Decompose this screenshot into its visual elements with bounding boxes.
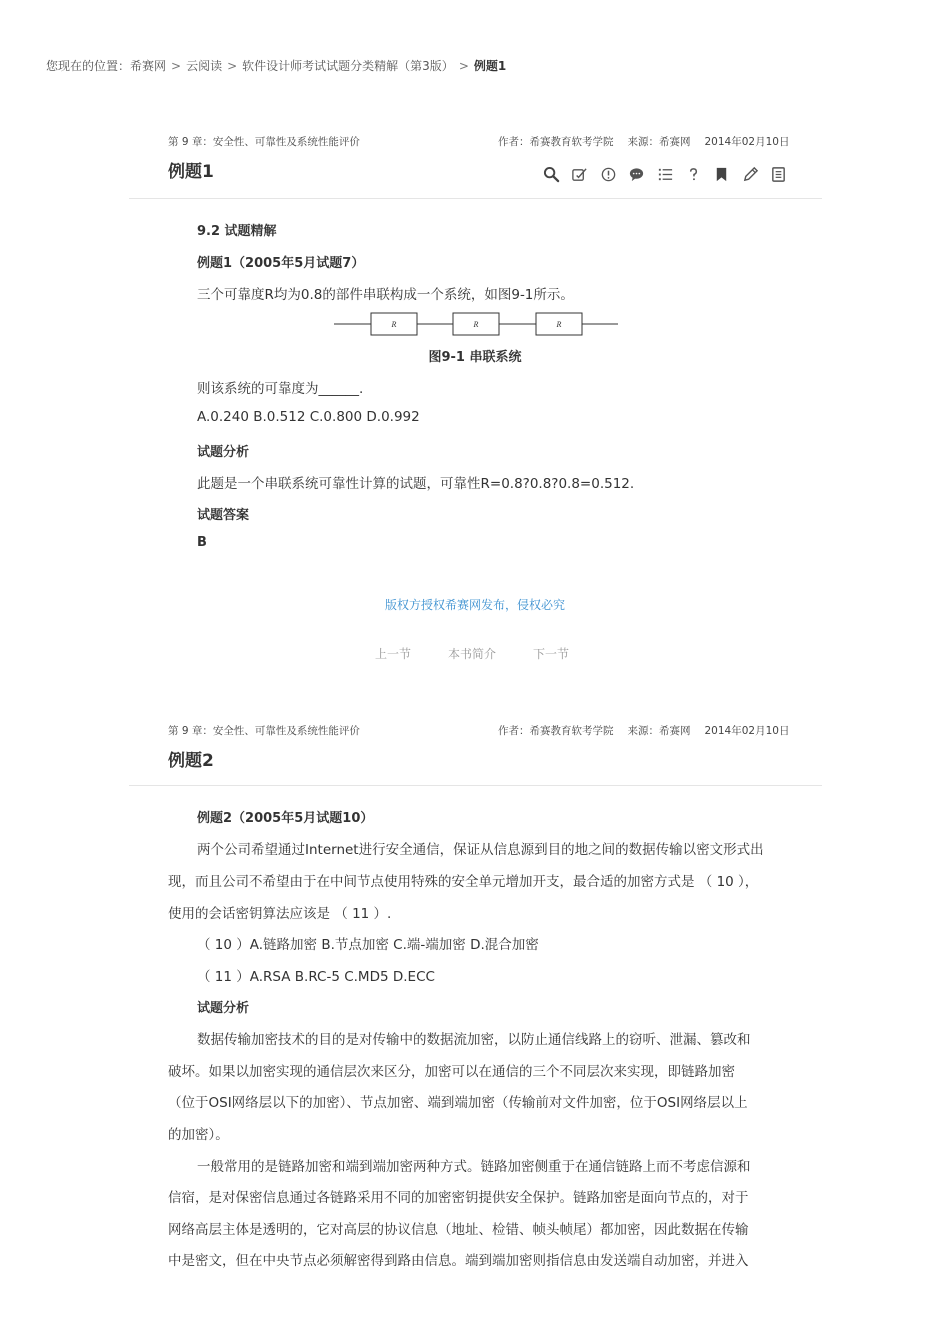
breadcrumb bbox=[46, 57, 506, 74]
analysis-line: 破坏。如果以加密实现的通信层次来区分，加密可以在通信的三个不同层次来实现，即链路加密 bbox=[168, 1064, 735, 1080]
options-q11: （ 11 ）A.RSA B.RC-5 C.MD5 D.ECC bbox=[197, 969, 435, 985]
note-edit-icon[interactable] bbox=[570, 165, 589, 184]
component-label: R bbox=[473, 320, 479, 329]
component-label: R bbox=[391, 320, 397, 329]
breadcrumb-link-book[interactable]: 软件设计师考试试题分类精解（第3版） bbox=[242, 59, 454, 73]
breadcrumb-separator: > bbox=[227, 59, 238, 73]
analysis-text: 此题是一个串联系统可靠性计算的试题，可靠性R=0.8?0.8?0.8=0.512. bbox=[197, 476, 635, 492]
analysis-heading: 试题分析 bbox=[197, 1001, 250, 1016]
chapter-label: 第 9 章：安全性、可靠性及系统性能评价 bbox=[168, 136, 360, 148]
answer-value: B bbox=[197, 535, 207, 550]
error-report-icon[interactable] bbox=[599, 165, 618, 184]
next-section-link[interactable]: 下一节 bbox=[533, 647, 570, 661]
figure-caption: 图9-1 串联系统 bbox=[428, 350, 522, 365]
chapter-label: 第 9 章：安全性、可靠性及系统性能评价 bbox=[168, 725, 360, 737]
analysis-line: （位于OSI网络层以下的加密）、节点加密、端到端加密（传输前对文件加密，位于OSI网络层以上 bbox=[168, 1095, 748, 1111]
series-system-figure bbox=[334, 311, 618, 337]
prev-section-link[interactable]: 上一节 bbox=[375, 647, 412, 661]
article-meta bbox=[484, 723, 790, 738]
article-meta bbox=[484, 134, 790, 149]
breadcrumb-current: 例题1 bbox=[473, 59, 507, 73]
breadcrumb-prefix: 您现在的位置： bbox=[46, 59, 131, 73]
question-line: 现，而且公司不希望由于在中间节点使用特殊的安全单元增加开支，最合适的加密方式是 （ 10 ）， bbox=[168, 874, 759, 890]
breadcrumb-link-xisai[interactable]: 希赛网 bbox=[130, 59, 167, 73]
analysis-line: 数据传输加密技术的目的是对传输中的数据流加密，以防止通信线路上的窃听、泄漏、篡改和 bbox=[197, 1032, 751, 1048]
author-label: 作者：希赛教育软考学院 bbox=[498, 136, 614, 148]
component-label: R bbox=[556, 320, 562, 329]
article-toolbar bbox=[542, 164, 788, 184]
author-label: 作者：希赛教育软考学院 bbox=[498, 725, 614, 737]
analysis-line: 网络高层主体是透明的，它对高层的协议信息（地址、检错、帧头帧尾）都加密，因此数据在传输 bbox=[168, 1222, 749, 1238]
answer-heading: 试题答案 bbox=[197, 508, 250, 523]
source-label: 来源：希赛网 bbox=[627, 725, 691, 737]
analysis-line: 一般常用的是链路加密和端到端加密两种方式。链路加密侧重于在通信链路上而不考虑信源和 bbox=[197, 1159, 751, 1175]
section-title: 例题2 bbox=[168, 751, 214, 771]
comment-icon[interactable] bbox=[627, 165, 646, 184]
question-ask: 则该系统的可靠度为______. bbox=[197, 381, 364, 397]
copyright-notice: 版权方授权希赛网发布，侵权必究 bbox=[384, 598, 565, 612]
analysis-line: 的加密）。 bbox=[168, 1127, 229, 1143]
date-label: 2014年02月10日 bbox=[704, 725, 790, 737]
section-divider bbox=[129, 785, 822, 786]
pencil-icon[interactable] bbox=[741, 165, 760, 184]
example-subheading: 例题2（2005年5月试题10） bbox=[197, 811, 374, 826]
search-icon[interactable] bbox=[542, 165, 561, 184]
analysis-line: 信宿，是对保密信息通过各链路采用不同的加密密钥提供安全保护。链路加密是面向节点的，对于 bbox=[168, 1190, 749, 1206]
breadcrumb-link-cloud-reading[interactable]: 云阅读 bbox=[186, 59, 223, 73]
source-label: 来源：希赛网 bbox=[627, 136, 691, 148]
date-label: 2014年02月10日 bbox=[704, 136, 790, 148]
breadcrumb-separator: > bbox=[458, 59, 469, 73]
document-icon[interactable] bbox=[769, 165, 788, 184]
bookmark-icon[interactable] bbox=[712, 165, 731, 184]
content-heading: 9.2 试题精解 bbox=[197, 224, 277, 239]
section-title: 例题1 bbox=[168, 162, 214, 182]
analysis-heading: 试题分析 bbox=[197, 445, 250, 460]
book-intro-link[interactable]: 本书简介 bbox=[448, 647, 497, 661]
list-icon[interactable] bbox=[656, 165, 675, 184]
help-icon[interactable] bbox=[684, 165, 703, 184]
question-text: 三个可靠度R均为0.8的部件串联构成一个系统，如图9-1所示。 bbox=[197, 287, 574, 303]
options-q10: （ 10 ）A.链路加密 B.节点加密 C.端-端加密 D.混合加密 bbox=[197, 937, 539, 953]
question-line: 使用的会话密钥算法应该是 （ 11 ）. bbox=[168, 906, 392, 922]
analysis-line: 中是密文，但在中央节点必须解密得到路由信息。端到端加密则指信息由发送端自动加密，并进入 bbox=[168, 1253, 749, 1269]
question-line: 两个公司希望通过Internet进行安全通信，保证从信息源到目的地之间的数据传输以密文形式出 bbox=[197, 842, 764, 858]
breadcrumb-separator: > bbox=[171, 59, 182, 73]
example-subheading: 例题1（2005年5月试题7） bbox=[197, 256, 365, 271]
answer-options: A.0.240 B.0.512 C.0.800 D.0.992 bbox=[197, 409, 420, 425]
section-divider bbox=[129, 198, 822, 199]
